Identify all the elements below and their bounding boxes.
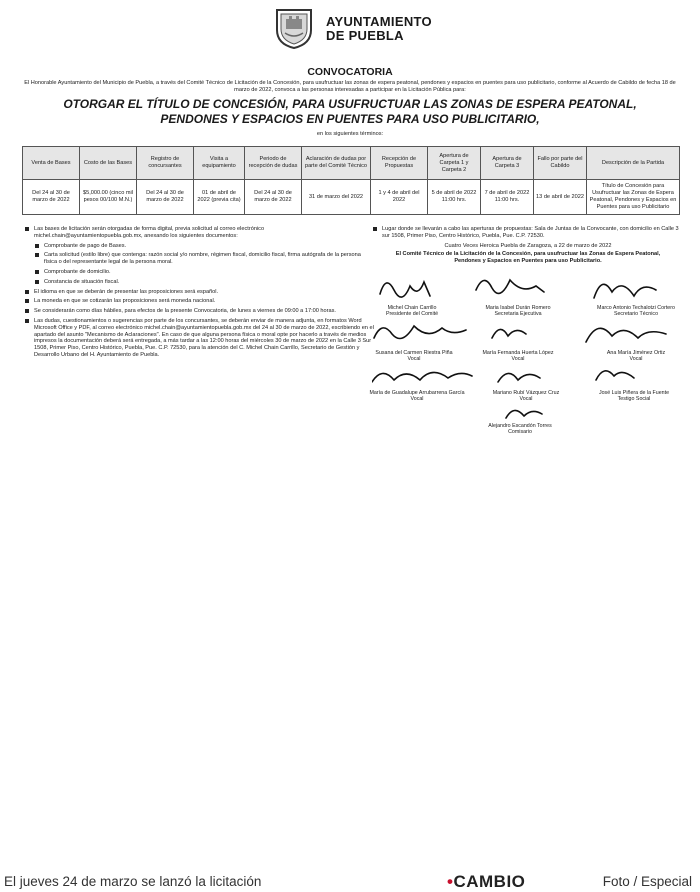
photo-caption: El jueves 24 de marzo se lanzó la licitación: [4, 874, 262, 889]
th-recepcion: Recepción de Propuestas: [371, 147, 428, 180]
signatory-name: Maria Isabel Durán Romero: [485, 305, 551, 311]
conditions-list: [24, 226, 374, 362]
list-item: El idioma en que se deberán de presentar las proposiciones será español.: [24, 289, 374, 296]
signature-1-scribble: [380, 282, 430, 297]
signature-9-scribble: [596, 371, 634, 380]
th-apertura-3: Apertura de Carpeta 3: [481, 147, 534, 180]
intro-paragraph: El Honorable Ayuntamiento del Municipio de Puebla, a través del Comité Técnico de Licitación de la Concesión, para usufructuar las zonas de espera peatonal, pendones y espacios en puentes para uso publicitario, conforme al Acuerdo de Cabildo de fecha 18 de marzo de 2022, convoca a las personas interesadas a participar en la Licitación Pública para:: [24, 80, 676, 93]
signatory-name: Michel Chain Carrillo: [387, 305, 437, 311]
org-name: [326, 15, 432, 43]
list-item: Comprobante de domicilio.: [34, 269, 374, 276]
td-apertura-12: 5 de abril de 2022 11:00 hrs.: [428, 180, 481, 215]
photo-credit: Foto / Especial: [602, 874, 692, 889]
signatory-role: Comisario: [508, 429, 532, 436]
signatory-role: Vocal: [511, 356, 525, 363]
signature-7-scribble: [372, 372, 472, 382]
signatory: [588, 350, 684, 363]
signatory-name: Mariano Rubí Vázquez Cruz: [492, 390, 560, 396]
signatory-name: María de Guadalupe Arrubarrena García: [369, 390, 465, 396]
list-item: Se considerarán como días hábiles, para efectos de la presente Convocatoria, de lunes a viernes de 09:00 a 17:00 horas.: [24, 308, 374, 315]
th-aclaracion: Aclaración de dudas por parte del Comité Técnico: [302, 147, 371, 180]
table-header-row: [23, 147, 680, 180]
org-line-2: DE PUEBLA: [326, 28, 404, 43]
signature-3-scribble: [594, 284, 656, 298]
td-fallo: 13 de abril de 2022: [534, 180, 587, 215]
signature-4-scribble: [374, 326, 466, 339]
td-apertura-3: 7 de abril de 2022 11:00 hrs.: [481, 180, 534, 215]
th-costo: Costo de las Bases: [80, 147, 137, 180]
signatory: [470, 350, 566, 363]
signatory: [470, 305, 566, 318]
signature-10-scribble: [506, 410, 542, 418]
td-descripcion: Título de Concesión para Usufructuar las Zonas de Espera Peatonal, Pendones y Espacios en Puentes para uso Publicitario: [587, 180, 680, 215]
signatory-name: Susana del Carmen Riestra Piña: [375, 350, 453, 356]
list-item: La moneda en que se cotizarán las proposiciones será moneda nacional.: [24, 298, 374, 305]
signatory-name: José Luis Piñera de la Fuente: [598, 390, 670, 396]
venue-bullet: Lugar donde se llevarán a cabo las aperturas de propuestas: Sala de Juntas de la Convocante, con domicilio en Calle 3 sur 1508, Primer Piso, Centro Histórico, Puebla, Pue. C.P. 72530.: [372, 226, 684, 240]
td-recepcion: 1 y 4 de abril del 2022: [371, 180, 428, 215]
list-item: Comprobante de pago de Bases.: [34, 243, 374, 250]
headline: [10, 97, 690, 127]
signatory-name: Marco Antonio Techalotzi Cortero: [597, 305, 675, 311]
th-fallo: Fallo por parte del Cabildo: [534, 147, 587, 180]
signatory-name: Ana María Jiménez Ortiz: [606, 350, 666, 356]
org-line-1: AYUNTAMIENTO: [326, 14, 432, 29]
signatory: [588, 305, 684, 318]
td-venta: Del 24 al 30 de marzo de 2022: [23, 180, 80, 215]
th-apertura-12: Apertura de Carpeta 1 y Carpeta 2: [428, 147, 481, 180]
signatory-role: Vocal: [407, 356, 421, 363]
signatory: [472, 423, 568, 436]
headline-line-1: OTORGAR EL TÍTULO DE CONCESIÓN, PARA USUFRUCTUAR LAS ZONAS DE ESPERA PEATONAL,: [63, 97, 637, 111]
schedule-table: [22, 146, 680, 215]
signature-5-scribble: [492, 329, 526, 338]
signatory-role: Vocal: [410, 396, 424, 403]
signature-6-scribble: [586, 328, 666, 342]
signatory-role: Presidente del Comité: [385, 311, 439, 318]
city-crest-icon: [273, 6, 315, 50]
th-venta: Venta de Bases: [23, 147, 80, 180]
signatory: [586, 390, 682, 403]
list-item: Las dudas, cuestionamientos o sugerencias por parte de los concursantes, se deberán enviar de manera adjunta, en formatos Word Microsoft Office y PDF, al correo electrónico michel.chain@ayuntamientopuebla.gob.mx del 24 al 30 de marzo de 2022, escribiendo en el apartado del asunto "Mecanismo de Aclaraciones". En caso de que alguna persona física o moral opte por hacerlo a través de medios impresos la documentación deberá será entregada, a más tardar a las 12:00 horas del miércoles 30 de marzo de 2022 en la Calle 3 Sur 1508, Primer Piso, Centro Histórico, Puebla, Pue. C.P. 72530, para la atención del C. Michel Chain Carrillo, Secretario de Gestión y Desarrollo Urbano del H. Ayuntamiento de Puebla.: [24, 318, 374, 359]
brand-name: CAMBIO: [453, 872, 526, 891]
signatory-role: Vocal: [519, 396, 533, 403]
photo-caption-bar: [0, 436, 700, 891]
td-periodo: Del 24 al 30 de marzo de 2022: [245, 180, 302, 215]
signatory: [364, 305, 460, 318]
terms-label: en los siguientes términos:: [316, 131, 384, 137]
signatory: [478, 390, 574, 403]
signatory-role: Secretario Técnico: [613, 311, 659, 318]
signatory-name: Alejandro Escandón Torres: [488, 423, 552, 429]
document-title: CONVOCATORIA: [307, 66, 393, 78]
brand-logo: •CAMBIO: [447, 872, 526, 891]
td-aclaracion: 31 de marzo del 2022: [302, 180, 371, 215]
date-line: Cuatro Veces Heroica Puebla de Zaragoza, a 22 de marzo de 2022: [444, 242, 612, 249]
td-costo: $5,000.00 (cinco mil pesos 00/100 M.N.): [80, 180, 137, 215]
signatory-role: Vocal: [629, 356, 643, 363]
headline-line-2: PENDONES Y ESPACIOS EN PUENTES PARA USO PUBLICITARIO,: [160, 112, 540, 126]
signatory-role: Secretaria Ejecutiva: [494, 311, 542, 318]
signature-block: [372, 226, 684, 265]
signature-8-scribble: [498, 373, 540, 382]
list-item: Las bases de licitación serán otorgadas de forma digital, previa solicitud al correo electrónico michel.chain@ayuntamientopuebla.gob.mx, anexando los siguientes documentos:: [24, 226, 374, 240]
header: [0, 0, 700, 58]
table-row: [23, 180, 680, 215]
committee-line-1: El Comité Técnico de la Licitación de la Concesión, para usufructuar las Zonas de Espera Peatonal,: [395, 251, 661, 258]
signature-2-scribble: [476, 280, 544, 293]
th-descripcion: Descripción de la Partida: [587, 147, 680, 180]
signatory-name: María Fernanda Huerta López: [482, 350, 554, 356]
list-item: Constancia de situación fiscal.: [34, 279, 374, 286]
td-visita: 01 de abril de 2022 (previa cita): [194, 180, 245, 215]
th-registro: Registro de concursantes: [137, 147, 194, 180]
signatory: [362, 350, 466, 363]
td-registro: Del 24 al 30 de marzo de 2022: [137, 180, 194, 215]
th-periodo: Periodo de recepción de dudas: [245, 147, 302, 180]
signatory-role: Testigo Social: [617, 396, 651, 403]
committee-line-2: Pendones y Espacios en Puentes para uso Publicitario.: [454, 258, 602, 265]
th-visita: Visita a equipamiento: [194, 147, 245, 180]
signatory: [360, 390, 474, 403]
list-item: Carta solicitud (estilo libre) que contenga: razón social y/o nombre, régimen fiscal, domicilio fiscal, firma autógrafa de la persona física o del representante legal de la persona moral.: [34, 252, 374, 266]
